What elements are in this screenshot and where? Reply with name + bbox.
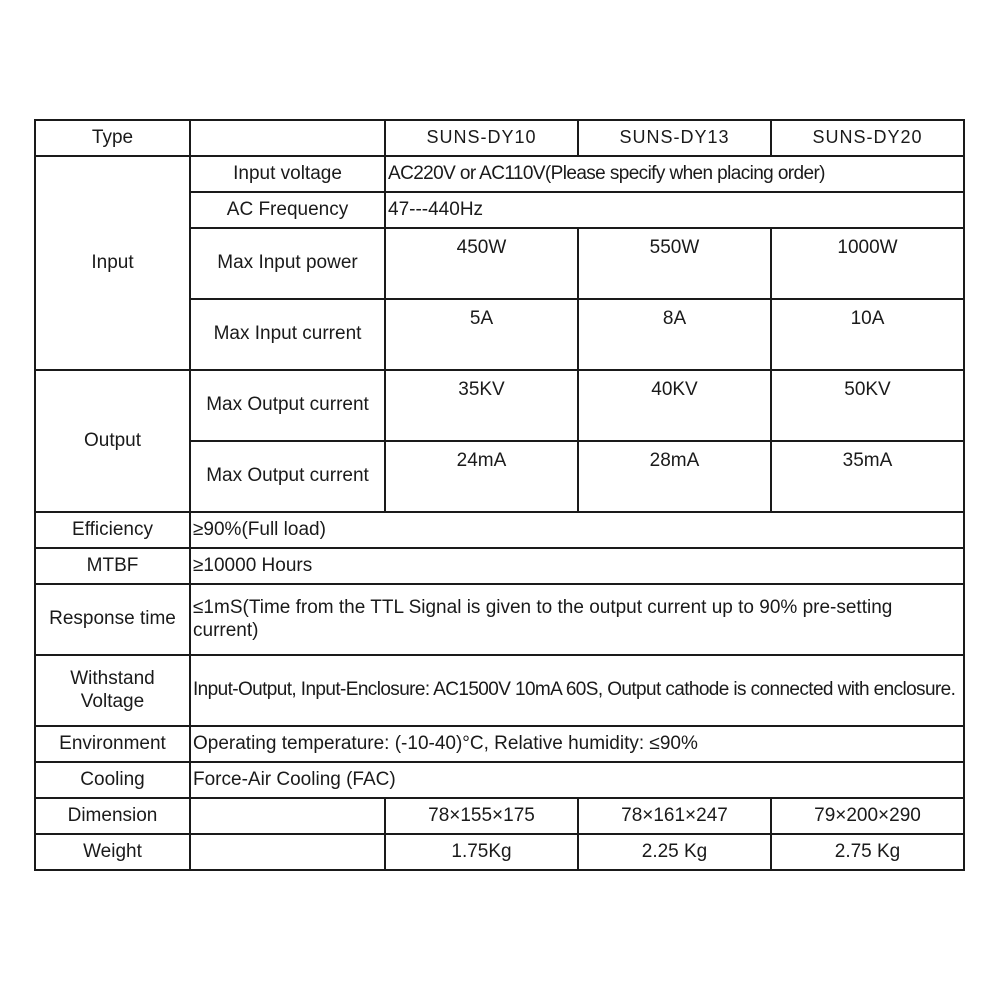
max-output-voltage-dy10: 35KV	[385, 370, 578, 441]
mtbf-row	[35, 548, 964, 584]
cooling-label: Cooling	[35, 762, 190, 798]
type-header: Type	[35, 120, 190, 156]
environment-row	[35, 726, 964, 762]
cooling-value: Force-Air Cooling (FAC)	[190, 762, 964, 798]
weight-label: Weight	[35, 834, 190, 870]
efficiency-value: ≥90%(Full load)	[190, 512, 964, 548]
max-input-current-dy10: 5A	[385, 299, 578, 370]
weight-row	[35, 834, 964, 870]
withstand-voltage-row	[35, 655, 964, 726]
max-output-voltage-dy13: 40KV	[578, 370, 771, 441]
cooling-row	[35, 762, 964, 798]
max-input-power-label: Max Input power	[190, 228, 385, 299]
withstand-label-line2: Voltage	[80, 690, 145, 712]
input-voltage-row	[35, 156, 964, 192]
max-input-power-dy13: 550W	[578, 228, 771, 299]
weight-dy13: 2.25 Kg	[578, 834, 771, 870]
model-header-dy20: SUNS-DY20	[771, 120, 964, 156]
dimension-label: Dimension	[35, 798, 190, 834]
max-input-current-dy20: 10A	[771, 299, 964, 370]
efficiency-row	[35, 512, 964, 548]
mtbf-value: ≥10000 Hours	[190, 548, 964, 584]
weight-dy10: 1.75Kg	[385, 834, 578, 870]
input-group-label: Input	[35, 156, 190, 370]
model-header-dy10: SUNS-DY10	[385, 120, 578, 156]
spec-table	[34, 119, 965, 871]
efficiency-label: Efficiency	[35, 512, 190, 548]
environment-label: Environment	[35, 726, 190, 762]
dimension-blank-cell	[190, 798, 385, 834]
max-input-current-dy13: 8A	[578, 299, 771, 370]
max-output-voltage-label: Max Output current	[190, 370, 385, 441]
blank-header-cell	[190, 120, 385, 156]
dimension-dy13: 78×161×247	[578, 798, 771, 834]
mtbf-label: MTBF	[35, 548, 190, 584]
input-voltage-value: AC220V or AC110V(Please specify when placing order)	[385, 156, 964, 192]
max-output-voltage-dy20: 50KV	[771, 370, 964, 441]
withstand-voltage-value: Input-Output, Input-Enclosure: AC1500V 10mA 60S, Output cathode is connected with enclosure.	[190, 655, 964, 726]
response-time-value: ≤1mS(Time from the TTL Signal is given to the output current up to 90% pre-setting current)	[190, 584, 964, 655]
max-output-current-dy10: 24mA	[385, 441, 578, 512]
max-output-current-dy20: 35mA	[771, 441, 964, 512]
max-output-current-label: Max Output current	[190, 441, 385, 512]
environment-value: Operating temperature: (-10-40)°C, Relative humidity: ≤90%	[190, 726, 964, 762]
max-output-voltage-row	[35, 370, 964, 441]
max-input-current-label: Max Input current	[190, 299, 385, 370]
dimension-dy20: 79×200×290	[771, 798, 964, 834]
response-time-row	[35, 584, 964, 655]
max-output-current-dy13: 28mA	[578, 441, 771, 512]
dimension-dy10: 78×155×175	[385, 798, 578, 834]
output-group-label: Output	[35, 370, 190, 512]
withstand-label-line1: Withstand	[70, 667, 155, 689]
ac-frequency-label: AC Frequency	[190, 192, 385, 228]
max-input-power-dy10: 450W	[385, 228, 578, 299]
header-row	[35, 120, 964, 156]
response-time-label: Response time	[35, 584, 190, 655]
input-voltage-label: Input voltage	[190, 156, 385, 192]
ac-frequency-value: 47---440Hz	[385, 192, 964, 228]
weight-dy20: 2.75 Kg	[771, 834, 964, 870]
max-input-power-dy20: 1000W	[771, 228, 964, 299]
dimension-row	[35, 798, 964, 834]
weight-blank-cell	[190, 834, 385, 870]
model-header-dy13: SUNS-DY13	[578, 120, 771, 156]
withstand-voltage-label	[35, 655, 190, 726]
